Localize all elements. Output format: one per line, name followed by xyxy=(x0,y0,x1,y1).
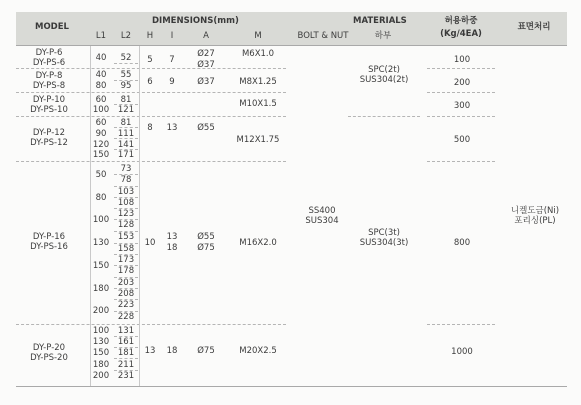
model-cell xyxy=(30,343,68,363)
load-divider xyxy=(427,92,495,93)
material-line: SPC(3t) xyxy=(368,228,400,238)
load-value: 100 xyxy=(453,55,471,65)
load-divider xyxy=(427,161,495,162)
header-bolt-nut: BOLT & NUT xyxy=(297,31,349,41)
a-value: Ø55 xyxy=(197,232,215,242)
row-divider xyxy=(114,299,138,300)
load-value: 300 xyxy=(453,101,471,111)
h-value: 6 xyxy=(147,77,153,87)
row-divider xyxy=(114,254,138,255)
model-name: DY-P-6 xyxy=(35,48,63,58)
l1-value: 130 xyxy=(92,337,110,347)
l1-value: 200 xyxy=(92,306,110,316)
header-l2: L2 xyxy=(120,31,132,41)
m-value: M10X1.5 xyxy=(239,99,277,109)
material-line: SUS304(3t) xyxy=(359,238,409,248)
row-divider xyxy=(114,347,138,348)
group-divider xyxy=(16,116,286,117)
row-divider xyxy=(114,265,138,266)
l2-value: 231 xyxy=(117,371,135,381)
group-divider xyxy=(16,324,286,325)
l2-value: 81 xyxy=(120,118,132,128)
header-bottom-rule xyxy=(16,45,567,46)
h-value: 5 xyxy=(147,55,153,65)
row-divider xyxy=(114,358,138,359)
header-m: M xyxy=(254,31,262,41)
l2-value: 161 xyxy=(117,337,135,347)
l2-value: 211 xyxy=(117,360,135,370)
surface-line: 니켈도금(Ni) xyxy=(510,206,560,216)
l2-value: 123 xyxy=(117,209,135,219)
header-i: I xyxy=(170,31,174,41)
l2-value: 208 xyxy=(117,289,135,299)
model-name-ps: DY-PS-16 xyxy=(30,242,68,252)
l1-value: 100 xyxy=(92,215,110,225)
header-l1: L1 xyxy=(95,31,107,41)
model-name: DY-P-12 xyxy=(32,128,66,138)
l2-value: 223 xyxy=(117,300,135,310)
l1-value: 130 xyxy=(92,238,110,248)
header-surface: 표면처리 xyxy=(517,22,551,32)
l2-value: 108 xyxy=(117,198,135,208)
h-value: 13 xyxy=(144,346,156,356)
l1-value: 50 xyxy=(95,170,107,180)
model-name-ps: DY-PS-6 xyxy=(32,58,66,68)
column-divider xyxy=(90,46,91,386)
row-divider xyxy=(114,80,138,81)
load-divider xyxy=(427,116,495,117)
l2-value: 173 xyxy=(117,255,135,265)
l2-value: 111 xyxy=(117,129,135,139)
l2-value: 178 xyxy=(117,266,135,276)
l1-value: 120 xyxy=(92,140,110,150)
l2-value: 81 xyxy=(120,95,132,105)
model-cell xyxy=(30,232,68,252)
row-divider xyxy=(114,219,138,220)
surface-line: 포리싱(PL) xyxy=(514,216,556,226)
model-name: DY-P-8 xyxy=(35,71,63,81)
l1-value: 60 xyxy=(95,95,107,105)
material-line: SUS304 xyxy=(305,216,339,226)
row-divider xyxy=(114,197,138,198)
table-bottom-rule xyxy=(16,386,567,387)
load-value: 200 xyxy=(453,78,471,88)
l1-value: 150 xyxy=(92,150,110,160)
l2-value: 55 xyxy=(120,70,132,80)
material-line: SPC(2t) xyxy=(368,65,400,75)
l2-value: 78 xyxy=(120,175,132,185)
row-divider xyxy=(114,208,138,209)
row-divider xyxy=(114,186,138,187)
m-value: M16X2.0 xyxy=(239,238,277,248)
lower-material-large xyxy=(360,228,409,248)
l1-value: 40 xyxy=(95,70,107,80)
l2-value: 103 xyxy=(117,187,135,197)
surface-treatment xyxy=(511,206,559,226)
l2-value: 131 xyxy=(117,326,135,336)
l1-value: 150 xyxy=(92,261,110,271)
model-name: DY-P-16 xyxy=(32,232,66,242)
a-value: Ø37 xyxy=(197,77,215,87)
row-divider xyxy=(114,370,138,371)
row-divider xyxy=(114,336,138,337)
model-cell xyxy=(30,95,68,115)
l2-value: 153 xyxy=(117,232,135,242)
column-divider xyxy=(139,46,140,386)
l1-value: 200 xyxy=(92,371,110,381)
a-value: Ø27 xyxy=(197,49,215,59)
l1-value: 60 xyxy=(95,118,107,128)
i-value: 13 xyxy=(166,232,178,242)
i-value: 18 xyxy=(166,243,178,253)
m-value: M20X2.5 xyxy=(239,346,277,356)
row-divider xyxy=(114,174,138,175)
l2-value: 158 xyxy=(117,244,135,254)
row-divider xyxy=(114,311,138,312)
l2-value: 141 xyxy=(117,140,135,150)
l2-value: 121 xyxy=(117,105,135,115)
h-value: 8 xyxy=(147,123,153,133)
model-cell xyxy=(33,48,65,68)
load-value: 1000 xyxy=(451,347,473,357)
i-value: 18 xyxy=(166,346,178,356)
a-value: Ø55 xyxy=(197,123,215,133)
m-value: M12X1.75 xyxy=(236,135,280,145)
model-name: DY-P-10 xyxy=(32,95,66,105)
row-divider xyxy=(114,288,138,289)
load-value: 800 xyxy=(453,238,471,248)
model-name-ps: DY-PS-10 xyxy=(30,105,68,115)
a-value: Ø75 xyxy=(197,243,215,253)
model-name-ps: DY-PS-8 xyxy=(32,81,66,91)
header-materials: MATERIALS xyxy=(353,16,407,26)
l1-value: 180 xyxy=(92,360,110,370)
row-divider xyxy=(114,138,138,139)
group-divider xyxy=(16,161,286,162)
lower-material-divider xyxy=(348,116,420,117)
i-value: 13 xyxy=(166,123,178,133)
header-dimensions: DIMENSIONS(mm) xyxy=(152,16,239,26)
row-divider xyxy=(114,277,138,278)
l2-value: 52 xyxy=(120,53,132,63)
l2-value: 181 xyxy=(117,348,135,358)
group-divider xyxy=(16,92,286,93)
model-name-ps: DY-PS-20 xyxy=(30,353,68,363)
model-name-ps: DY-PS-12 xyxy=(30,138,68,148)
load-divider xyxy=(427,324,495,325)
l2-value: 95 xyxy=(120,81,132,91)
a-value: Ø75 xyxy=(197,346,215,356)
row-divider xyxy=(114,243,138,244)
l2-value: 73 xyxy=(120,164,132,174)
header-load: 허용하중 xyxy=(444,16,478,26)
header-model: MODEL xyxy=(35,22,69,32)
h-value: 10 xyxy=(144,238,156,248)
m-value: M8X1.25 xyxy=(239,77,277,87)
model-cell xyxy=(30,128,68,148)
l2-value: 203 xyxy=(117,278,135,288)
model-cell xyxy=(33,71,65,91)
header-load-unit: (Kg/4EA) xyxy=(440,29,482,39)
l1-value: 40 xyxy=(95,53,107,63)
row-divider xyxy=(114,63,138,64)
l1-value: 180 xyxy=(92,284,110,294)
material-line: SS400 xyxy=(308,206,336,216)
l1-value: 150 xyxy=(92,348,110,358)
l2-value: 128 xyxy=(117,220,135,230)
row-divider xyxy=(114,149,138,150)
i-value: 7 xyxy=(169,55,175,65)
material-line: SUS304(2t) xyxy=(359,75,409,85)
l1-value: 100 xyxy=(92,105,110,115)
l1-value: 80 xyxy=(95,81,107,91)
model-name: DY-P-20 xyxy=(32,343,66,353)
header-lower: 하부 xyxy=(374,31,392,41)
row-divider xyxy=(114,127,138,128)
header-h: H xyxy=(146,31,154,41)
m-value: M6X1.0 xyxy=(241,49,275,59)
l1-value: 80 xyxy=(95,193,107,203)
l1-value: 100 xyxy=(92,326,110,336)
l2-value: 228 xyxy=(117,312,135,322)
load-value: 500 xyxy=(453,135,471,145)
bolt-nut-material xyxy=(305,206,338,226)
header-a: A xyxy=(203,31,209,41)
lower-material-small xyxy=(360,65,409,85)
l2-value: 171 xyxy=(117,150,135,160)
row-divider xyxy=(114,231,138,232)
group-divider xyxy=(16,68,286,69)
l1-value: 90 xyxy=(95,129,107,139)
row-divider xyxy=(114,104,138,105)
load-divider xyxy=(427,68,495,69)
a-value: Ø37 xyxy=(197,60,215,70)
i-value: 9 xyxy=(169,77,175,87)
